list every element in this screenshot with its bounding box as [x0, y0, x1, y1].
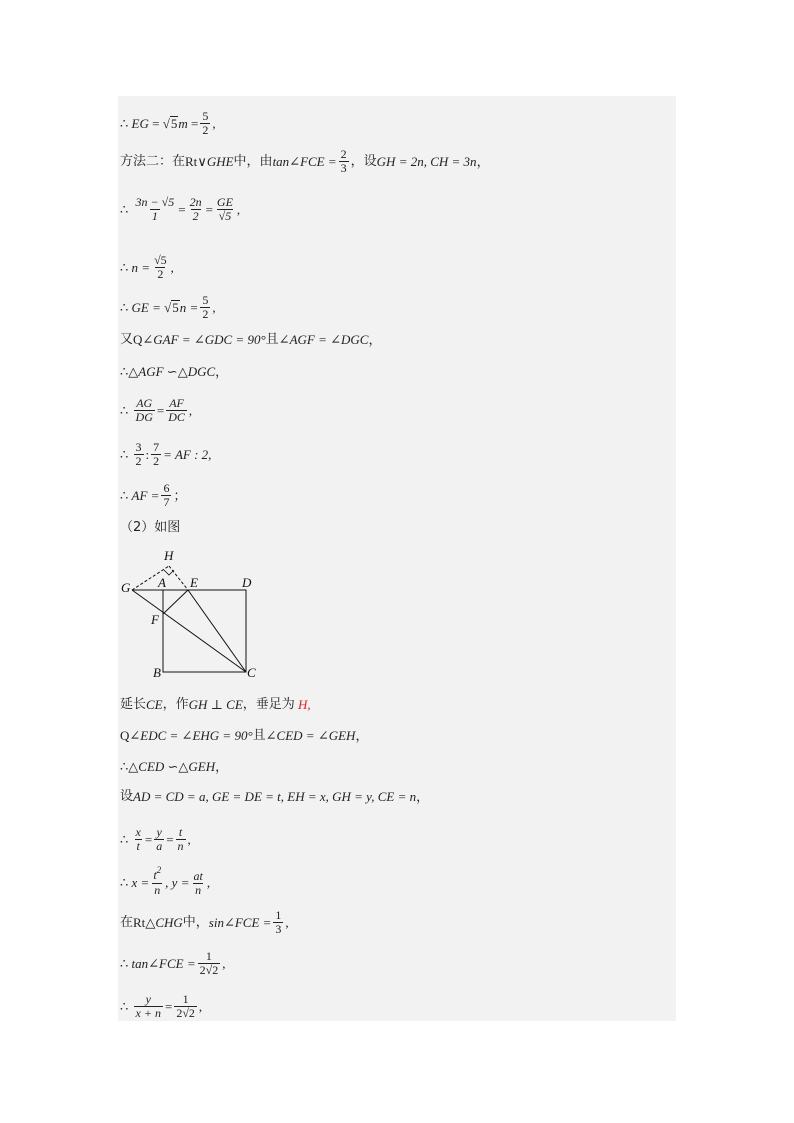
lhs: tan∠FCE =: [131, 955, 196, 971]
m-var: m: [178, 115, 188, 131]
rt: Rt: [185, 153, 198, 169]
lhs: x =: [131, 875, 150, 890]
numerator: 6: [163, 481, 170, 495]
expr1: ∠GAF = ∠GDC = 90°: [142, 332, 266, 347]
because-symbol: Q: [120, 728, 130, 743]
triangle-name: CHG: [155, 914, 183, 930]
denominator: 2: [192, 209, 199, 223]
expr: AD = CD = a, GE = DE = t, EH = x, GH = y, CE = n: [133, 789, 417, 804]
therefore-symbol: ∴: [120, 299, 129, 315]
line-13: [120, 728, 368, 744]
label-c: C: [247, 665, 256, 680]
therefore-symbol: ∴: [120, 201, 129, 217]
punct: ，: [215, 364, 229, 379]
denominator: 2√2: [176, 1006, 195, 1020]
fraction: [215, 196, 235, 223]
numerator: AF: [169, 396, 184, 410]
numerator: at: [193, 868, 203, 883]
expr: GH = 2n, CH = 3n: [376, 153, 477, 169]
label-a: A: [158, 575, 166, 590]
fraction: [134, 397, 155, 424]
numerator: y: [156, 825, 162, 839]
punct: ，: [416, 789, 430, 804]
line-20: ∴ $\frac{y}{x + n}$ = $\frac{1}{2√2}$ ,: [120, 992, 203, 1020]
numerator: 5: [202, 293, 209, 307]
geometry-figure: [120, 548, 257, 682]
mid: , y =: [165, 875, 190, 890]
punct: ,: [212, 299, 216, 315]
punct: ,: [222, 955, 226, 971]
numerator: 1: [275, 908, 282, 922]
fraction: [151, 865, 163, 897]
therefore-symbol: ∴: [120, 364, 129, 379]
exponent: 2: [156, 865, 162, 875]
denominator: 2√2: [199, 963, 219, 977]
fraction: [200, 110, 210, 137]
denominator: 3: [340, 161, 347, 175]
punct: ,: [187, 831, 191, 847]
numerator: t: [153, 868, 157, 882]
therefore-symbol: ∴: [120, 259, 129, 275]
var: CE: [146, 697, 163, 712]
radicand: 5: [172, 299, 179, 315]
therefore-symbol: ∴: [120, 402, 129, 418]
line-10: [120, 482, 186, 509]
numerator: AG: [136, 396, 153, 410]
label-f: F: [151, 612, 159, 627]
line-14: [120, 759, 228, 775]
var: n =: [179, 299, 199, 315]
numerator: 5: [202, 109, 209, 123]
radicand: 5: [170, 115, 178, 131]
therefore-symbol: ∴: [120, 955, 129, 971]
section-label: （2）如图: [120, 520, 181, 535]
denominator: DG: [135, 410, 153, 424]
denominator: DC: [168, 410, 185, 424]
punct: ,: [198, 998, 203, 1014]
numerator: 2n: [189, 195, 202, 209]
denominator: 2: [202, 307, 209, 321]
fraction: [154, 826, 164, 853]
line-9: [120, 441, 211, 468]
expr2: ∠CED = ∠GEH: [265, 728, 356, 743]
lhs: GE =: [131, 299, 161, 315]
punct: ,: [206, 875, 211, 890]
label-e: E: [190, 575, 198, 590]
therefore-symbol: ∴: [120, 831, 129, 847]
line-6: [120, 332, 381, 348]
fraction: [161, 482, 171, 509]
label-h: H: [164, 548, 174, 563]
line-2: 方法二：在 Rt ∨ GHE 中，由 tan∠FCE = $\frac{2}{3}$ ，设 GH = 2n, CH = 3n ，: [120, 147, 490, 175]
lhs: AF =: [131, 487, 160, 503]
text-prefix: 在: [120, 914, 134, 930]
punct: ，: [215, 759, 229, 774]
denominator: √5: [218, 209, 232, 223]
triangle-name: GHE: [206, 153, 234, 169]
punct: ，: [368, 332, 382, 347]
punct: ,: [285, 914, 289, 930]
denominator: 2: [135, 454, 142, 468]
numerator: √5: [154, 253, 167, 267]
text-set: ，设: [350, 153, 377, 169]
sqrt: √ 5: [162, 115, 178, 131]
label-g: G: [121, 580, 131, 595]
line-16: ∴ $\frac{x}{t}$ = $\frac{y}{a}$ = $\frac{t}{n}$ ,: [120, 825, 191, 853]
text-prefix: 又: [120, 332, 134, 347]
line-8: ∴ $\frac{AG}{DG}$ = $\frac{AF}{DC}$ ,: [120, 396, 193, 424]
therefore-symbol: ∴: [120, 446, 129, 462]
therefore-symbol: ∴: [120, 875, 129, 890]
text: ，作: [162, 697, 189, 712]
punct: ,: [236, 201, 241, 217]
fraction: [273, 909, 283, 936]
text-and: 且: [265, 332, 279, 347]
expr: △CED ∽△GEH: [128, 759, 216, 774]
denominator: n: [177, 839, 184, 853]
rt: Rt: [133, 914, 146, 930]
numerator: x: [135, 825, 141, 839]
line-18: 在 Rt △ CHG 中， sin∠FCE = $\frac{1}{3}$ ,: [120, 908, 289, 936]
denominator: 2: [153, 454, 160, 468]
punct: ，: [355, 728, 369, 743]
punct: ；: [173, 487, 187, 503]
fraction: [176, 826, 186, 853]
fraction: [151, 441, 161, 468]
var-highlight: H,: [298, 697, 311, 712]
therefore-symbol: ∴: [120, 759, 129, 774]
numerator: t: [178, 825, 183, 839]
denominator: t: [136, 839, 140, 853]
equals: =: [152, 115, 160, 131]
denominator: a: [156, 839, 163, 853]
sqrt: √ 5: [164, 299, 179, 315]
punct: ，: [476, 153, 490, 169]
denominator: 2: [157, 267, 164, 281]
therefore-symbol: ∴: [120, 115, 129, 131]
fraction: [188, 196, 204, 223]
text-mid: 中，: [182, 914, 209, 930]
eg-var: EG: [131, 115, 149, 131]
text: ，垂足为: [242, 697, 295, 712]
fraction: [198, 950, 221, 977]
line-15: [120, 789, 429, 805]
fraction: [134, 441, 144, 468]
text-prefix: 方法二：在: [120, 153, 186, 169]
expr1: ∠EDC = ∠EHG = 90°: [129, 728, 253, 743]
denominator: 1: [151, 209, 158, 223]
text-and: 且: [252, 728, 266, 743]
label-d: D: [242, 575, 252, 590]
numerator: GE: [216, 195, 233, 209]
var: GH ⊥ CE: [188, 697, 243, 712]
numerator: 1: [205, 949, 212, 963]
text-prefix: 设: [120, 789, 134, 804]
denominator: 3: [275, 922, 282, 936]
punct: ,: [188, 402, 193, 418]
line-3: ∴ $\frac{3n - √5}{1}$ = $\frac{2n}{2}$ = $\frac{GE}{√5}$ ,: [120, 195, 241, 223]
numerator: 1: [182, 992, 189, 1006]
numerator: 7: [153, 440, 160, 454]
punct: ,: [212, 115, 216, 131]
lhs: n =: [131, 259, 151, 275]
line-4: [120, 254, 174, 281]
line-1: ∴ EG = √ 5 m = $\frac{5}{2}$ ,: [120, 109, 216, 137]
label-b: B: [153, 665, 161, 680]
line-12: [120, 697, 311, 713]
denominator: 7: [163, 495, 170, 509]
denominator: 2: [202, 123, 209, 137]
line-17: [120, 865, 211, 897]
fraction: [152, 254, 169, 281]
fraction: [134, 826, 143, 853]
fraction: [200, 294, 210, 321]
punct: ,: [208, 446, 212, 462]
expr: △AGF ∽△DGC: [128, 364, 216, 379]
expr2: ∠AGF = ∠DGC: [278, 332, 369, 347]
figure-background: [120, 548, 257, 682]
denominator: x + n: [135, 1006, 161, 1020]
line-5: [120, 294, 216, 321]
numerator: 2: [340, 147, 347, 161]
therefore-symbol: ∴: [120, 487, 129, 503]
fraction: [134, 196, 177, 223]
colon: :: [145, 446, 150, 462]
fraction: [174, 993, 197, 1020]
fraction: [134, 993, 163, 1020]
denominator: n: [154, 883, 161, 897]
numerator: 3n − √5: [135, 195, 175, 209]
fraction: [191, 870, 204, 897]
text-mid: 中，由: [233, 153, 273, 169]
text: 延长: [120, 697, 147, 712]
because-symbol: Q: [133, 332, 143, 347]
line-7: [120, 364, 228, 380]
tan-expr: tan∠FCE =: [272, 153, 337, 169]
rest: = AF : 2: [163, 446, 209, 462]
numerator: 3: [135, 440, 142, 454]
fraction: [166, 397, 187, 424]
numerator: y: [145, 992, 151, 1006]
sin-expr: sin∠FCE =: [208, 914, 272, 930]
denominator: n: [195, 882, 202, 897]
therefore-symbol: ∴: [120, 998, 129, 1014]
line-11: [120, 520, 180, 536]
fraction: [339, 148, 349, 175]
punct: ,: [170, 259, 174, 275]
line-19: [120, 950, 225, 977]
